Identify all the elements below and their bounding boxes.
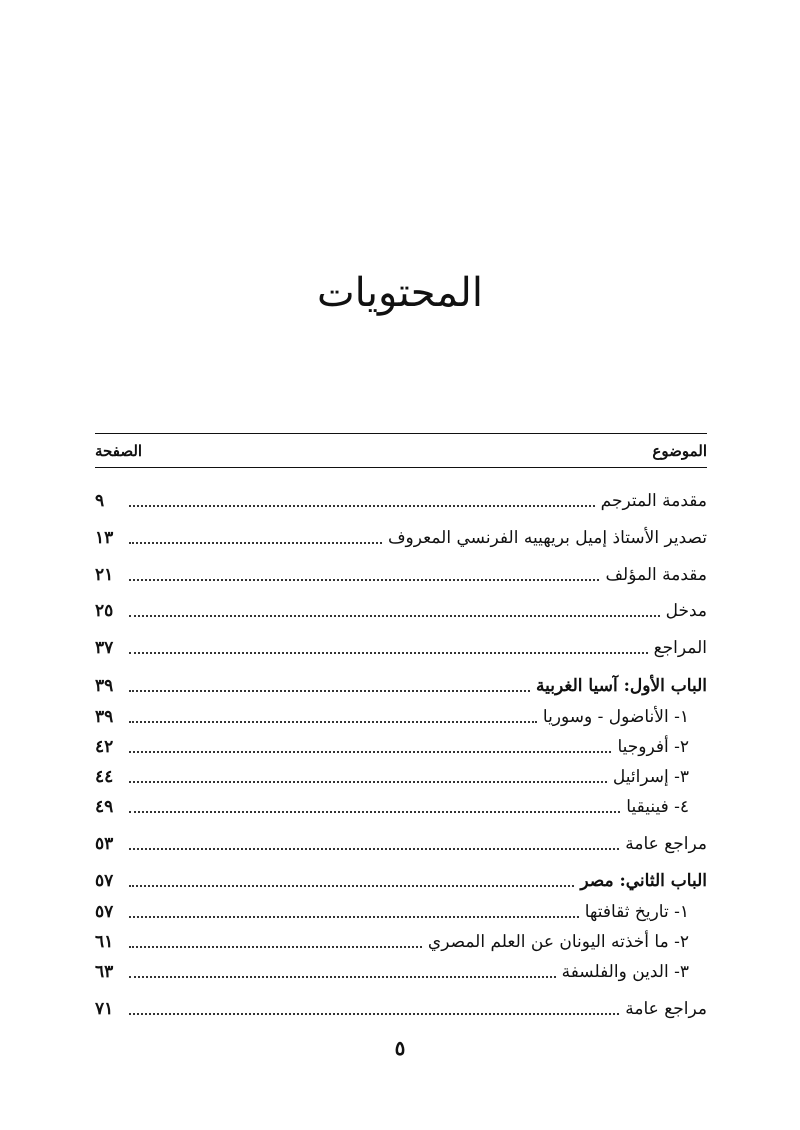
header-bottom-rule — [95, 467, 707, 468]
dot-leader — [129, 848, 619, 850]
toc-entry-page: ٥٧ — [95, 902, 114, 922]
toc-chapter-entry — [95, 670, 707, 702]
toc-entry — [95, 828, 707, 860]
toc-entry — [95, 632, 707, 664]
toc-entry-label: مراجع عامة — [625, 999, 707, 1019]
toc-entry-page: ٣٧ — [95, 638, 114, 658]
toc-header — [95, 438, 707, 464]
dot-leader — [129, 811, 620, 813]
toc-entry-page: ٥٧ — [95, 871, 114, 891]
toc-entry-label: الباب الثاني: مصر — [580, 871, 707, 891]
toc-entry-label: ١- تاريخ ثقافتها — [584, 902, 689, 922]
toc-entry-label: ٣- الدين والفلسفة — [561, 962, 689, 982]
page-column-header: الصفحة — [95, 442, 143, 460]
dot-leader — [129, 885, 574, 887]
toc-entry-page: ٧١ — [95, 999, 114, 1019]
toc-subentry — [95, 701, 707, 733]
toc-entry-page: ٦١ — [95, 932, 114, 952]
toc-entry-page: ٦٣ — [95, 962, 114, 982]
toc-entry-page: ١٣ — [95, 528, 114, 548]
dot-leader — [129, 781, 607, 783]
header-top-rule — [95, 433, 707, 434]
toc-entry-label: مقدمة المترجم — [600, 491, 707, 511]
dot-leader — [129, 505, 595, 507]
toc-chapter-entry — [95, 865, 707, 897]
dot-leader — [129, 976, 556, 978]
toc-entry-page: ٤٩ — [95, 797, 114, 817]
toc-entry-page: ٢٥ — [95, 601, 114, 621]
toc-entry-label: الباب الأول: آسيا الغربية — [536, 676, 707, 696]
toc-entry-page: ٢١ — [95, 565, 114, 585]
toc-entry — [95, 485, 707, 517]
topic-column-header: الموضوع — [652, 442, 707, 460]
dot-leader — [129, 946, 422, 948]
toc-entry-page: ٩ — [95, 491, 105, 511]
dot-leader — [129, 690, 530, 692]
toc-entry-label: ٢- ما أخذته اليونان عن العلم المصري — [427, 932, 689, 952]
toc-entry — [95, 993, 707, 1025]
dot-leader — [129, 652, 648, 654]
dot-leader — [129, 542, 382, 544]
toc-entry-label: ٣- إسرائيل — [612, 767, 689, 787]
dot-leader — [129, 1013, 619, 1015]
toc-entry — [95, 559, 707, 591]
toc-entry-page: ٤٢ — [95, 737, 114, 757]
toc-entry-page: ٥٣ — [95, 834, 114, 854]
toc-entry-label: تصدير الأستاذ إميل بريهييه الفرنسي المعروف — [387, 528, 707, 548]
toc-entry-label: ١- الأناضول - وسوريا — [542, 707, 689, 727]
toc-entry-label: ٢- أفروجيا — [617, 737, 689, 757]
toc-entry-label: ٤- فينيقيا — [626, 797, 689, 817]
toc-entry — [95, 595, 707, 627]
toc-entry-label: المراجع — [653, 638, 707, 658]
toc-subentry — [95, 896, 707, 928]
toc-entry-page: ٣٩ — [95, 676, 114, 696]
toc-entry-label: مراجع عامة — [625, 834, 707, 854]
toc-entry-label: مدخل — [665, 601, 707, 621]
toc-entry-page: ٣٩ — [95, 707, 114, 727]
toc-subentry — [95, 956, 707, 988]
toc-subentry — [95, 731, 707, 763]
dot-leader — [129, 721, 537, 723]
dot-leader — [129, 751, 611, 753]
page-number: ٥ — [394, 1036, 406, 1060]
toc-subentry — [95, 791, 707, 823]
dot-leader — [129, 615, 660, 617]
toc-subentry — [95, 761, 707, 793]
dot-leader — [129, 579, 599, 581]
toc-subentry — [95, 926, 707, 958]
toc-entry — [95, 522, 707, 554]
toc-entry-label: مقدمة المؤلف — [605, 565, 707, 585]
dot-leader — [129, 916, 579, 918]
page-title: المحتويات — [317, 270, 483, 316]
toc-entry-page: ٤٤ — [95, 767, 114, 787]
